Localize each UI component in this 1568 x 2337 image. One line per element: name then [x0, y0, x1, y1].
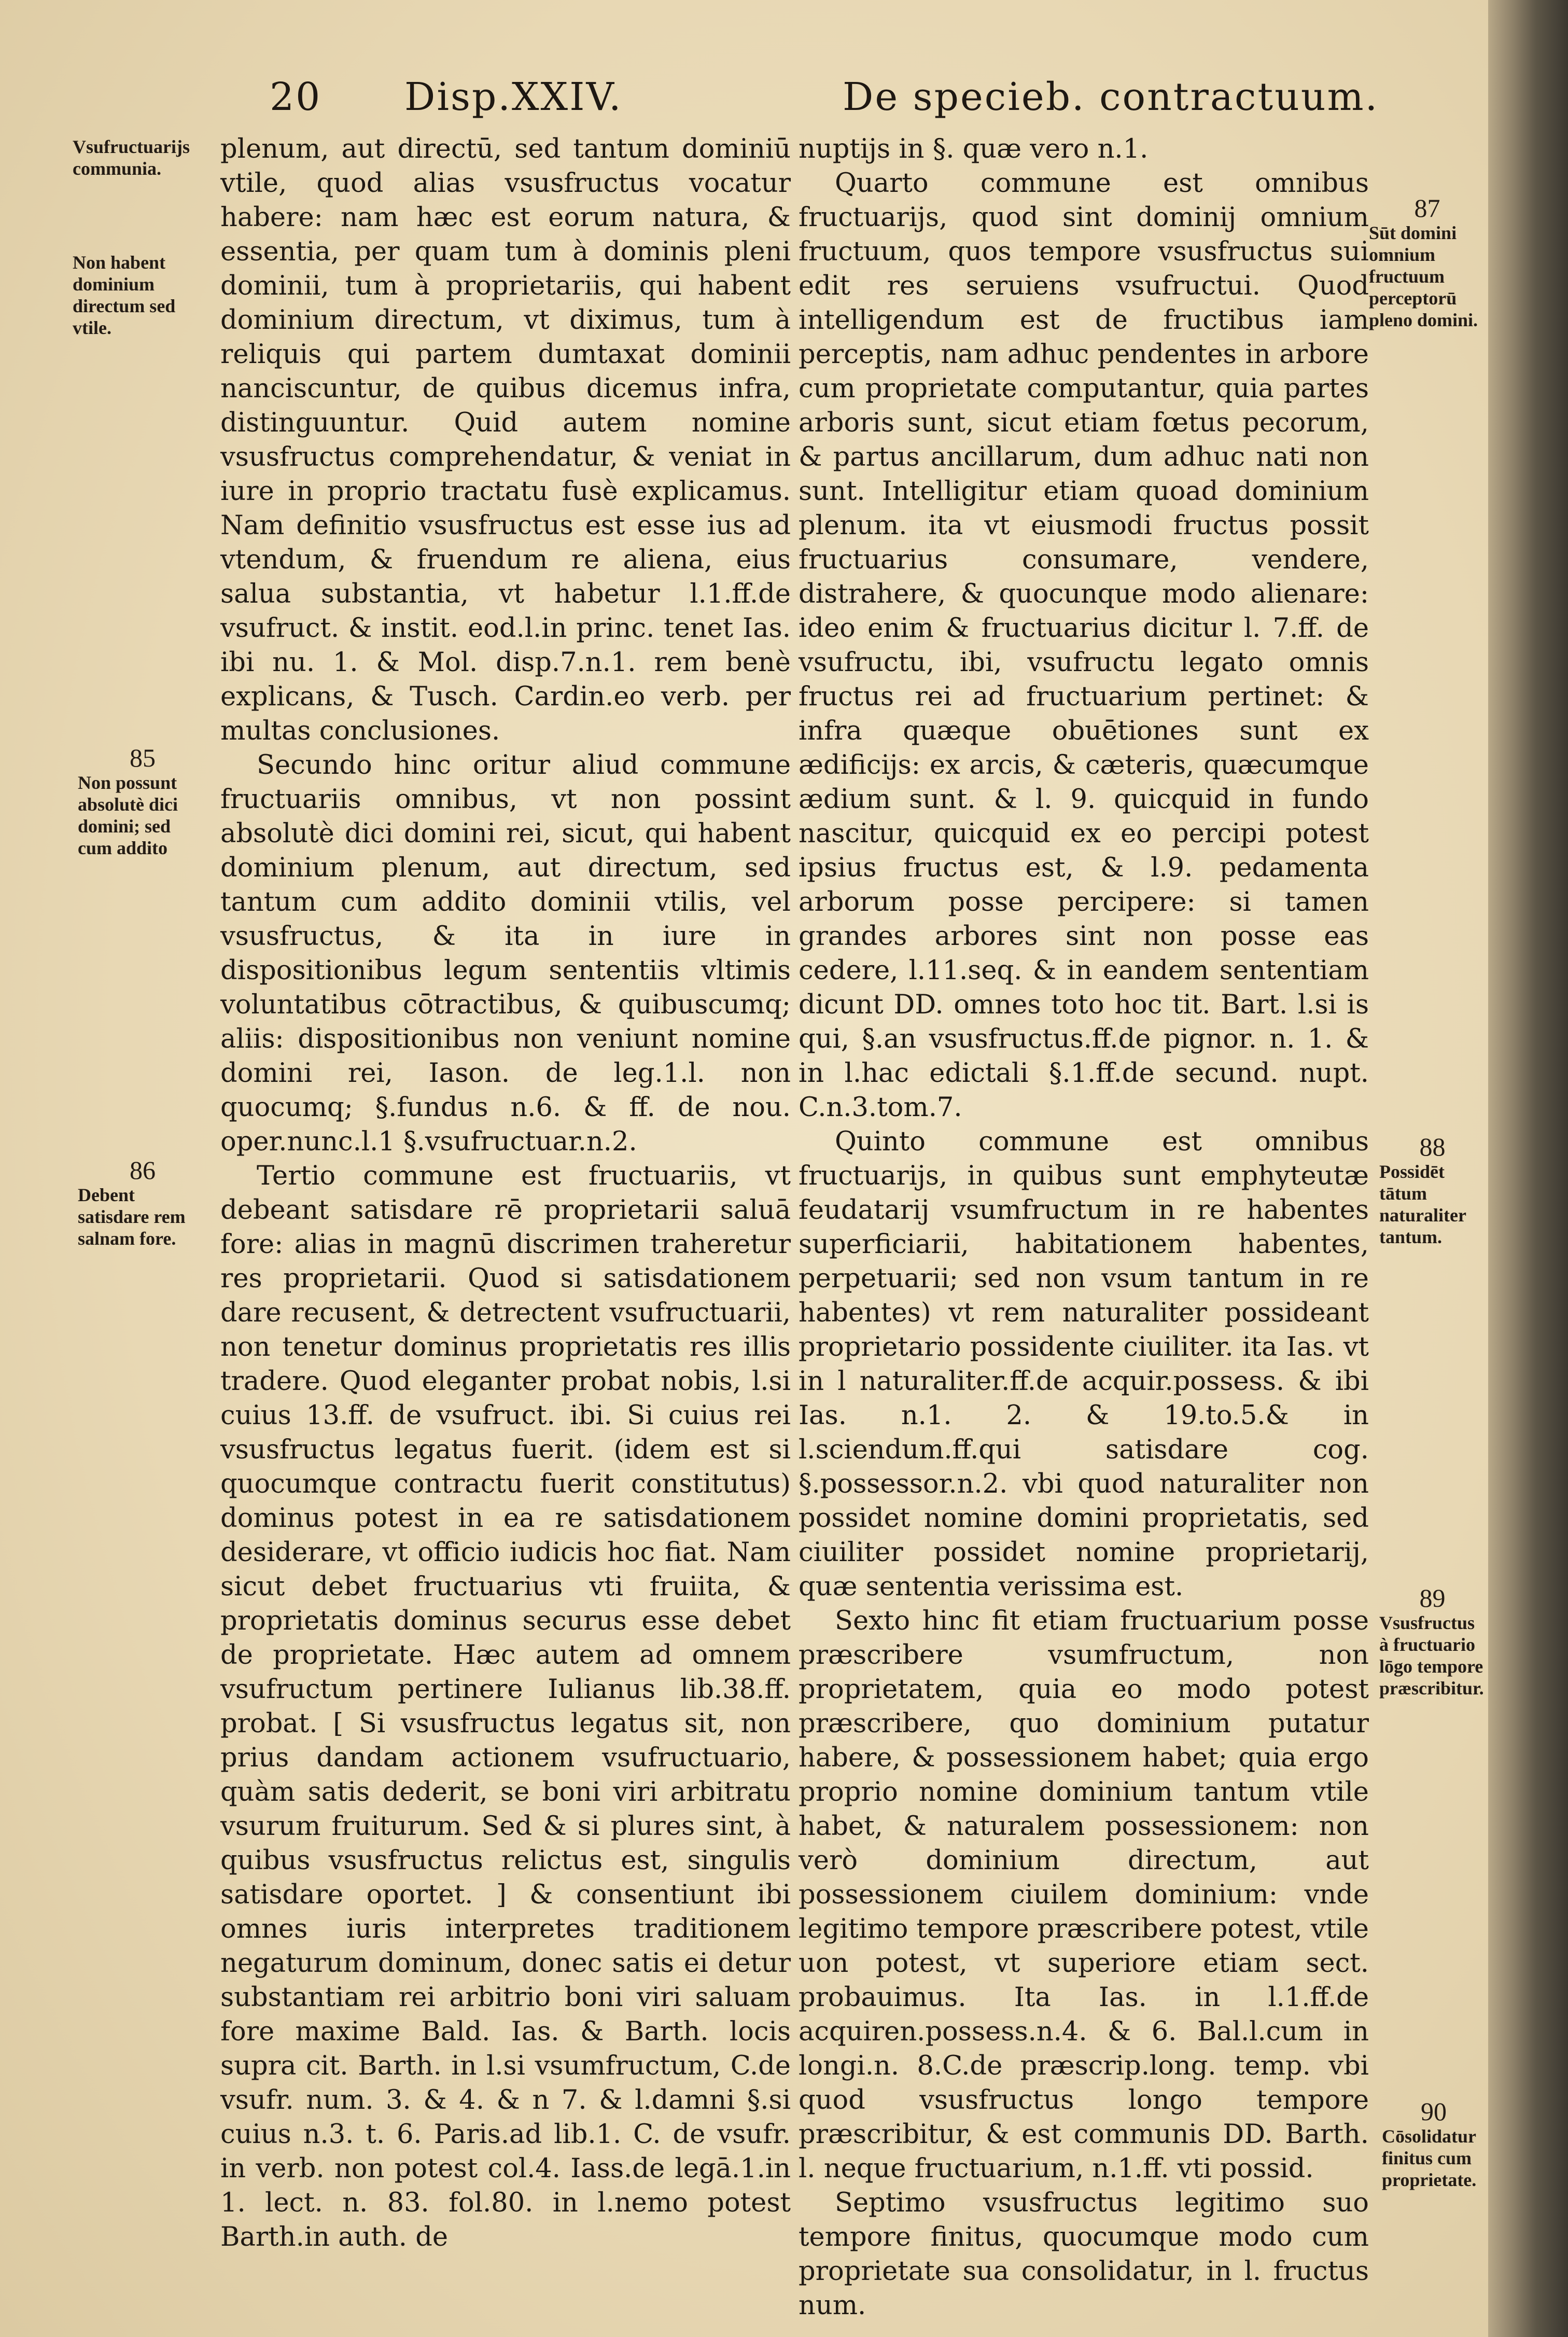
margin-note-number: 87	[1414, 193, 1440, 222]
right-running-title: De specieb. contractuum.	[843, 75, 1379, 119]
margin-note-number: 88	[1419, 1132, 1446, 1161]
margin-note-text: Vsusfructus à fructuario lōgo tempore præscribitur.	[1379, 1612, 1484, 1699]
margin-note-number: 85	[130, 743, 156, 772]
right-paragraph-4: Sexto hinc fit etiam fructuarium posse præscribere vsumfructum, non proprietatem, quia eo modo potest præscribere, quo dominium putatur habere, & possessionem habet; quia ergo proprio nomine dominium tantum vtile habet, & naturalem possessionem: non verò dominium directum, aut possessionem ciuilem dominium: vnde legitimo tempore præscribere potest, vtile uon potest, vt superiore etiam sect. probauimus. Ita Ias. in l.1.ff.de acquiren.possess.n.4. & 6. Bal.l.cum in longi.n. 8.C.de præscrip.long. temp. vbi quod vsusfructus longo tempore præscribitur, & est communis DD. Barth. l. neque fructuarium, n.1.ff. vti possid.	[799, 1606, 1369, 2184]
margin-note-text: Non habent dominium directum sed vtile.	[73, 252, 176, 338]
left-running-title: Disp.XXIV.	[404, 75, 623, 119]
margin-note	[78, 1156, 207, 1249]
margin-note	[73, 136, 207, 179]
margin-note-text: Possidēt tātum naturaliter tantum.	[1379, 1161, 1466, 1247]
margin-note-text: Sūt domini omnium fructuum perceptorū pleno domini.	[1369, 222, 1478, 330]
margin-note	[1369, 193, 1486, 331]
right-text-column	[799, 132, 1369, 2323]
right-paragraph-1: nuptijs in §. quæ vero n.1.	[799, 134, 1149, 164]
left-text-column	[220, 132, 791, 2255]
margin-note	[78, 743, 207, 859]
margin-note-text: Non possunt absolutè dici domini; sed cum addito	[78, 772, 178, 858]
right-paragraph-5: Septimo vsusfructus legitimo suo tempore finitus, quocumque modo cum proprietate sua consolidatur, in l. fructus num.	[799, 2188, 1369, 2321]
margin-note	[1379, 1583, 1486, 1699]
margin-note-text: Vsufructuarijs communia.	[73, 136, 190, 179]
margin-note-number: 90	[1421, 2097, 1447, 2126]
page-number: 20	[270, 75, 322, 119]
left-paragraph-1: plenum, aut directū, sed tantum dominiū vtile, quod alias vsusfructus vocatur habere: nam hæc est eorum natura, & essentia, per quam tum à dominis pleni dominii, tum à proprietariis, qui habent dominium directum, vt diximus, tum à reliquis qui partem dumtaxat dominii nanciscuntur, de quibus dicemus infra, distinguuntur. Quid autem nomine vsusfructus comprehendatur, & veniat in iure in proprio tractatu fusè explicamus. Nam definitio vsusfructus est esse ius ad vtendum, & fruendum re aliena, eius salua substantia, vt habetur l.1.ff.de vsufruct. & instit. eod.l.in princ. tenet Ias. ibi nu. 1. & Mol. disp.7.n.1. rem benè explicans, & Tusch. Cardin.eo verb. per multas conclusiones.	[220, 134, 791, 746]
margin-note-text: Debent satisdare rem salnam fore.	[78, 1185, 186, 1249]
margin-note-text: Cōsolidatur finitus cum proprietate.	[1382, 2126, 1477, 2190]
margin-note-number: 89	[1419, 1583, 1446, 1612]
right-paragraph-3: Quinto commune est omnibus fructuarijs, in quibus sunt emphyteutæ feudatarij vsumfructum in re habentes superficiarii, habitationem habentes, perpetuarii; sed non vsum tantum in re habentes) vt rem naturaliter possideant proprietario possidente ciuiliter. ita Ias. vt in l naturaliter.ff.de acquir.possess. & ibi Ias. n.1. 2. & 19.to.5.& in l.sciendum.ff.qui satisdare cog. §.possessor.n.2. vbi quod naturaliter non possidet nomine domini proprietatis, sed ciuiliter possidet nomine proprietarij, quæ sententia verissima est.	[799, 1126, 1369, 1602]
margin-note	[1382, 2097, 1486, 2191]
margin-note	[73, 252, 207, 339]
left-paragraph-2: Secundo hinc oritur aliud commune fructuariis omnibus, vt non possint absolutè dici domini rei, sicut, qui habent dominium plenum, aut directum, sed tantum cum addito dominii vtilis, vel vsusfructus, & ita in iure in dispositionibus legum sententiis vltimis voluntatibus cōtractibus, & quibuscumq; aliis: dispositionibus non veniunt nomine domini rei, Iason. de leg.1.l. non quocumq; §.fundus n.6. & ff. de nou. oper.nunc.l.1 §.vsufructuar.n.2.	[220, 750, 791, 1157]
margin-note	[1379, 1132, 1486, 1248]
book-binding-edge	[1488, 0, 1568, 2337]
margin-note-number: 86	[130, 1156, 156, 1185]
right-paragraph-2: Quarto commune est omnibus fructuarijs, quod sint dominij omnium fructuum, quos tempore vsusfructus sui edit res seruiens vsufructui. Quod intelligendum est de fructibus iam perceptis, nam adhuc pendentes in arbore cum proprietate computantur, quia partes arboris sunt, sicut etiam fœtus pecorum, & partus ancillarum, dum adhuc nati non sunt. Intelligitur etiam quoad dominium plenum. ita vt eiusmodi fructus possit fructuarius consumare, vendere, distrahere, & quocunque modo alienare: ideo enim & fructuarius dicitur l. 7.ff. de vsufructu, ibi, vsufructu legato omnis fructus rei ad fructuarium pertinet: & infra quæque obuētiones sunt ex ædificijs: ex arcis, & cæteris, quæcumque ædium sunt. & l. 9. quicquid in fundo nascitur, quicquid ex eo percipi potest ipsius fructus est, & l.9. pedamenta arborum posse percipere: si tamen grandes arbores sint non posse eas cedere, l.11.seq. & in eandem sententiam dicunt DD. omnes toto hoc tit. Bart. l.si is qui, §.an vsusfructus.ff.de pignor. n. 1. & in l.hac edictali §.1.ff.de secund. nupt. C.n.3.tom.7.	[799, 168, 1369, 1123]
left-paragraph-3: Tertio commune est fructuariis, vt debeant satisdare rē proprietarii saluā fore: alias in magnū discrimen traheretur res proprietarii. Quod si satisdationem dare recusent, & detrectent vsufructuarii, non tenetur dominus proprietatis res illis tradere. Quod eleganter probat nobis, l.si cuius 13.ff. de vsufruct. ibi. Si cuius rei vsusfructus legatus fuerit. (idem est si quocumque contractu fuerit constitutus) dominus potest in ea re satisdationem desiderare, vt officio iudicis hoc fiat. Nam sicut debet fructuarius vti fruiita, & proprietatis dominus securus esse debet de proprietate. Hæc autem ad omnem vsufructum pertinere Iulianus lib.38.ff. probat. [ Si vsusfructus legatus sit, non prius dandam actionem vsufructuario, quàm satis dederit, se boni viri arbitratu vsurum fruiturum. Sed & si plures sint, à quibus vsusfructus relictus est, singulis satisdare oportet. ] & consentiunt ibi omnes iuris interpretes traditionem negaturum dominum, donec satis ei detur substantiam rei arbitrio boni viri saluam fore maxime Bald. Ias. & Barth. locis supra cit. Barth. in l.si vsumfructum, C.de vsufr. num. 3. & 4. & n 7. & l.damni §.si cuius n.3. t. 6. Paris.ad lib.1. C. de vsufr. in verb. non potest col.4. Iass.de legā.1.in 1. lect. n. 83. fol.80. in l.nemo potest Barth.in auth. de	[220, 1161, 791, 2252]
